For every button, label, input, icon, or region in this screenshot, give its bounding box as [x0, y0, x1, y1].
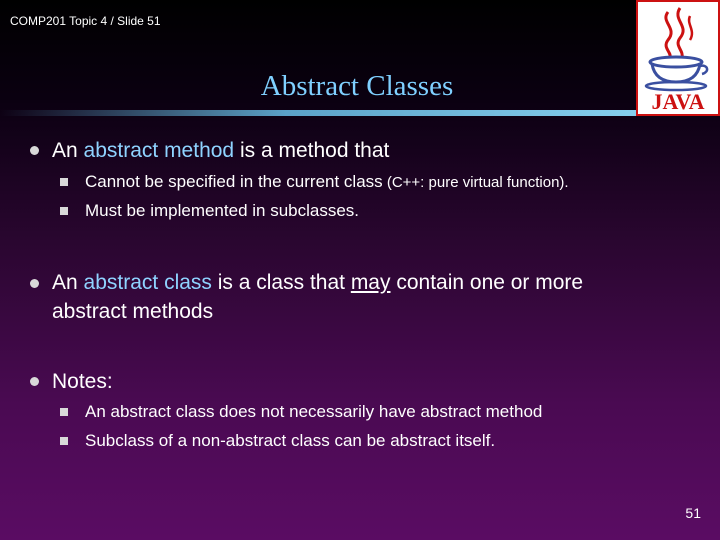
java-logo-text: JAVA: [651, 89, 705, 114]
bullet-1-sub-2: Must be implemented in subclasses.: [85, 201, 360, 220]
sub-bullet-icon: [60, 207, 68, 215]
bullet-icon: [30, 377, 42, 389]
term-abstract-class: abstract class: [83, 271, 212, 294]
sub-bullet-icon: [60, 437, 68, 445]
bullet-3-sub-2: Subclass of a non-abstract class can be abstract itself.: [85, 431, 496, 450]
term-abstract-method: abstract method: [83, 139, 235, 162]
bullet-icon: [30, 279, 42, 291]
bullet-3-text: Notes:: [52, 370, 113, 393]
bullet-1-text: An abstract method is a method that: [52, 139, 390, 162]
slide-title: Abstract Classes: [260, 70, 454, 102]
sub-bullet-icon: [60, 408, 68, 416]
bullet-1-sub-1: Cannot be specified in the current class (C++: pure virtual function).: [85, 172, 569, 191]
sub-bullet-icon: [60, 178, 68, 186]
bullet-3-sub-1: An abstract class does not necessarily have abstract method: [85, 402, 543, 421]
title-divider: [0, 110, 636, 116]
bullet-icon: [30, 146, 42, 158]
bullet-2-text: An abstract class is a class that may contain one or more abstract methods: [52, 271, 584, 323]
page-number: 51: [685, 505, 701, 521]
course-slide-label: COMP201 Topic 4 / Slide 51: [10, 14, 161, 28]
emphasis-may: may: [350, 271, 391, 294]
